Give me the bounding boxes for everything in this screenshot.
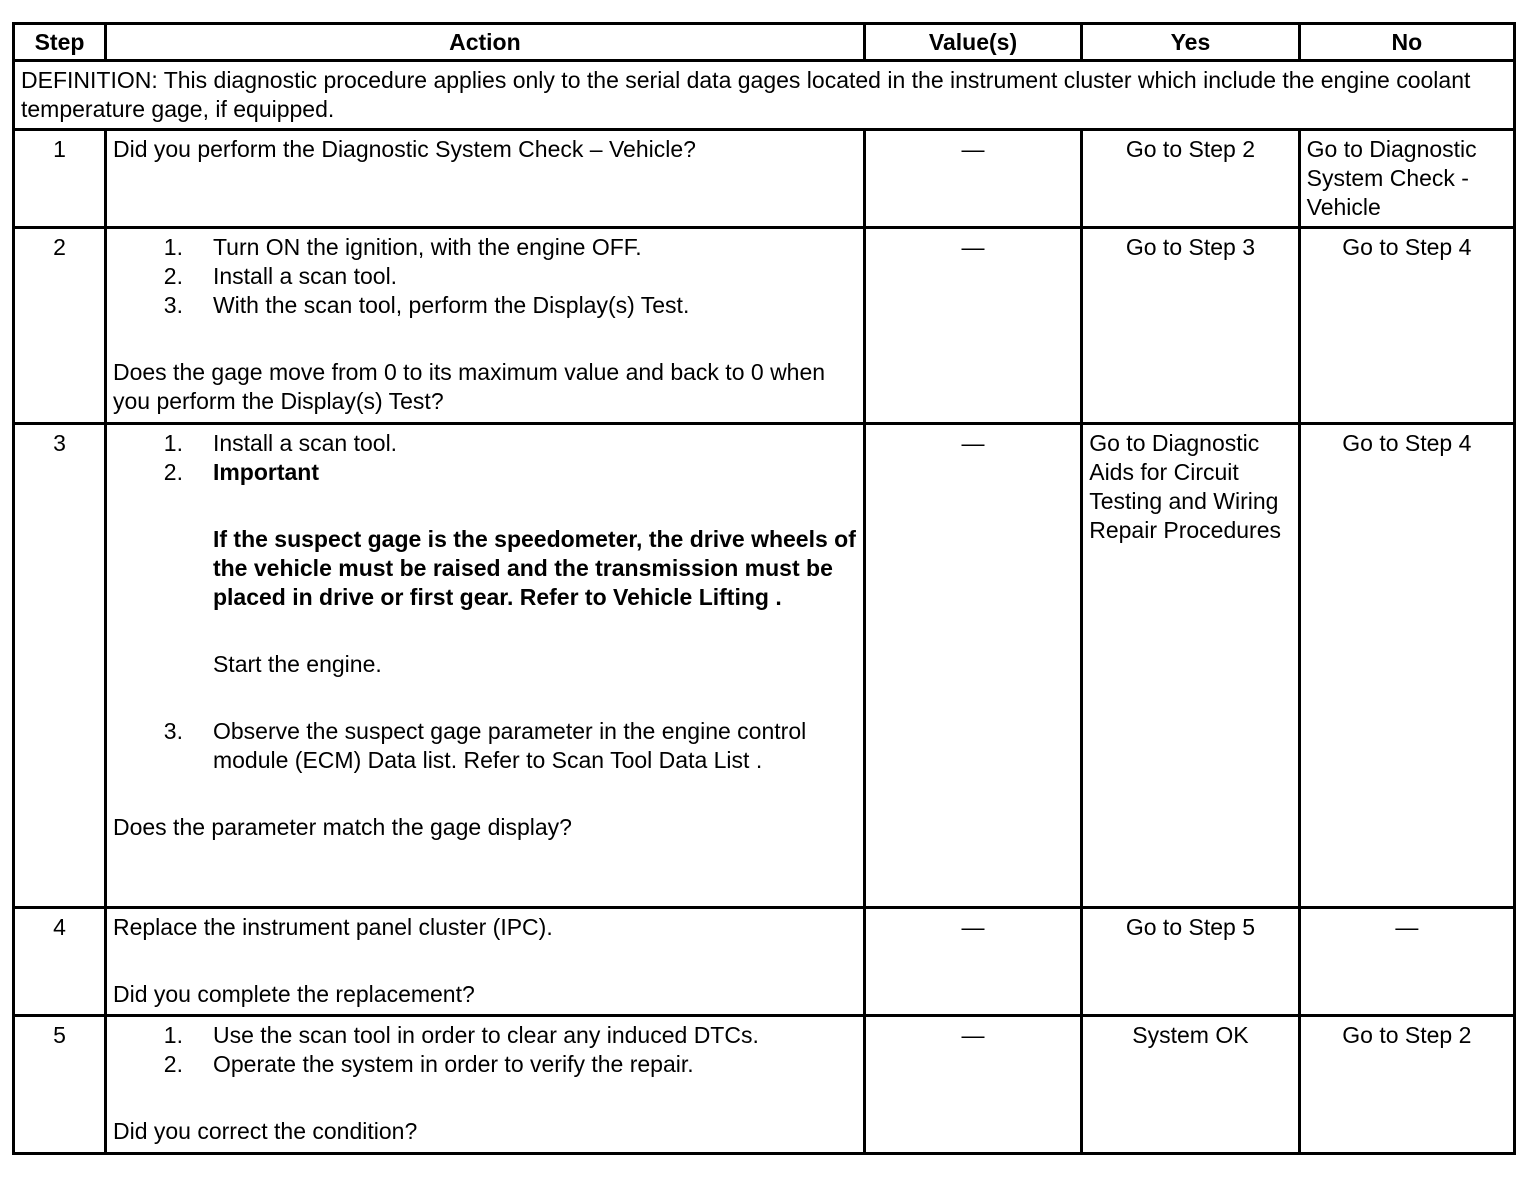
item-number: 3.: [163, 718, 183, 744]
item-number: 1.: [163, 430, 183, 456]
item-text: Turn ON the ignition, with the engine OFF.: [212, 234, 642, 260]
important-label: Important: [212, 459, 320, 485]
value-cell: —: [864, 424, 1081, 908]
action-cell: [105, 1016, 864, 1154]
item-number: 2.: [163, 263, 183, 289]
table-row: [14, 130, 1515, 228]
table-row: [14, 228, 1515, 424]
step-number: 1: [14, 130, 106, 228]
item-number: 2.: [163, 1051, 183, 1077]
action-list: [113, 233, 857, 320]
action-text: Replace the instrument panel cluster (IPC).: [112, 914, 553, 940]
list-item: [113, 1050, 857, 1079]
yes-cell: Go to Diagnostic Aids for Circuit Testing and Wiring Repair Procedures: [1082, 424, 1299, 908]
item-number: 3.: [163, 292, 183, 318]
item-number: 2.: [163, 459, 183, 485]
no-cell: —: [1299, 908, 1514, 1016]
action-question: Does the gage move from 0 to its maximum value and back to 0 when you perform the Display(s) Test?: [112, 359, 826, 414]
table-row: [14, 1016, 1515, 1154]
value-cell: —: [864, 1016, 1081, 1154]
definition-row: [14, 61, 1515, 130]
action-question: Did you correct the condition?: [112, 1118, 418, 1144]
value-cell: —: [864, 908, 1081, 1016]
definition-text: DEFINITION: This diagnostic procedure applies only to the serial data gages located in the instrument cluster which include the engine coolant temperature gage, if equipped.: [14, 61, 1515, 130]
list-item: [113, 429, 857, 458]
header-action: Action: [105, 24, 864, 61]
table-row: [14, 908, 1515, 1016]
list-item: [113, 1021, 857, 1050]
yes-cell: Go to Step 2: [1082, 130, 1299, 228]
important-note: If the suspect gage is the speedometer, the drive wheels of the vehicle must be raised and the transmission must be placed in drive or first gear. Refer to Vehicle Lifting .: [212, 526, 856, 610]
item-text: Install a scan tool.: [212, 263, 398, 289]
no-cell: Go to Step 4: [1299, 228, 1514, 424]
step-number: 5: [14, 1016, 106, 1154]
no-cell: Go to Step 4: [1299, 424, 1514, 908]
item-text: Use the scan tool in order to clear any induced DTCs.: [212, 1022, 759, 1048]
header-yes: Yes: [1082, 24, 1299, 61]
action-list: [113, 717, 857, 775]
list-item: [113, 262, 857, 291]
yes-cell: Go to Step 3: [1082, 228, 1299, 424]
action-cell: [105, 908, 864, 1016]
item-number: 1.: [163, 234, 183, 260]
list-item: [113, 291, 857, 320]
start-engine-text: Start the engine.: [212, 651, 382, 677]
item-number: 1.: [163, 1022, 183, 1048]
action-list: [113, 429, 857, 487]
item-text: Observe the suspect gage parameter in the engine control module (ECM) Data list. Refer to Scan Tool Data List .: [212, 718, 807, 773]
action-cell: [105, 424, 864, 908]
diagnostic-table: [12, 22, 1516, 1155]
header-row: [14, 24, 1515, 61]
list-item: [113, 233, 857, 262]
action-cell: [105, 228, 864, 424]
step-number: 2: [14, 228, 106, 424]
no-cell: Go to Step 2: [1299, 1016, 1514, 1154]
action-question: Does the parameter match the gage display?: [112, 814, 572, 840]
header-no: No: [1299, 24, 1514, 61]
action-list: [113, 1021, 857, 1079]
step-number: 3: [14, 424, 106, 908]
header-step: Step: [14, 24, 106, 61]
list-item: [113, 458, 857, 487]
item-text: Operate the system in order to verify the repair.: [212, 1051, 694, 1077]
yes-cell: Go to Step 5: [1082, 908, 1299, 1016]
value-cell: —: [864, 130, 1081, 228]
action-cell: [105, 130, 864, 228]
item-text: Install a scan tool.: [212, 430, 398, 456]
table-row: [14, 424, 1515, 908]
value-cell: —: [864, 228, 1081, 424]
item-text: With the scan tool, perform the Display(s) Test.: [212, 292, 690, 318]
list-item: [113, 717, 857, 775]
action-question: Did you complete the replacement?: [112, 981, 475, 1007]
step-number: 4: [14, 908, 106, 1016]
yes-cell: System OK: [1082, 1016, 1299, 1154]
action-question: Did you perform the Diagnostic System Check – Vehicle?: [112, 136, 696, 162]
no-cell: Go to Diagnostic System Check - Vehicle: [1299, 130, 1514, 228]
header-values: Value(s): [864, 24, 1081, 61]
